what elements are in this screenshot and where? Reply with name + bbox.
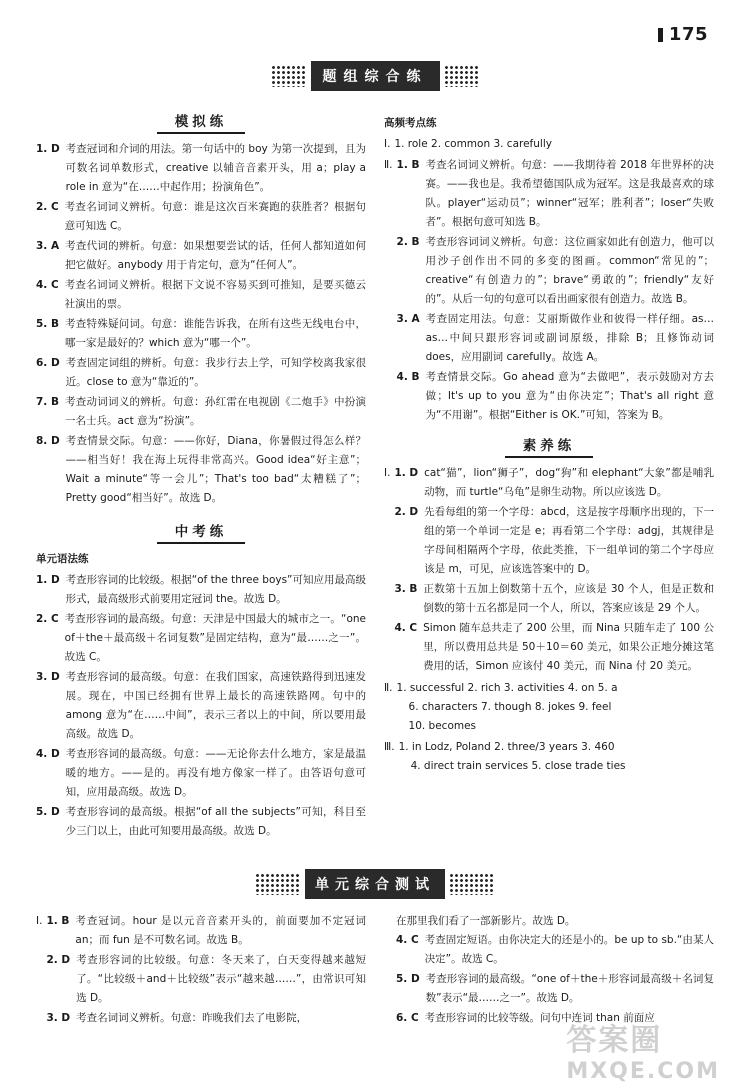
watermark-logo: 答案圈 MXQE.COM [566, 1023, 720, 1084]
roman-group-4: Ⅱ. 1. successful 2. rich 3. activities 4. on 5. a 6. characters 7. though 8. jokes 9. feel 10. becomes [384, 679, 714, 736]
answer-label: 3. A [396, 313, 420, 325]
answer-explanation: 考查形容词的比较级。根据“of the three boys”可知应用最高级形式，最高级形式前要用定冠词 the。故选 D。 [65, 574, 366, 605]
answer-item [36, 237, 366, 275]
answer-item [396, 931, 714, 969]
answer-label: 5. B [36, 318, 59, 330]
roman-group-5: Ⅲ. 1. in Lodz, Poland 2. three/3 years 3. 460 4. direct train services 5. close trade ties [384, 738, 714, 776]
banner-title: 题组综合练 [311, 61, 440, 91]
answer-item [46, 951, 366, 1008]
answer-item [36, 140, 366, 197]
answer-label: 6. D [36, 357, 60, 369]
answer-explanation: Simon 随车总共走了 200 公里，而 Nina 只随车走了 100 公里，所以费用总共是 50＋10＝60 美元，如果公正地分摊这笔费用的话，Simon 应该付 40 美元，而 Nina 付 20 美元。 [423, 622, 714, 672]
answer-explanation: 考查形容词的最高级。句意：天津是中国最大的城市之一。“one of＋the＋最高级＋名词复数”是固定结构，意为“最……之一”。故选 C。 [64, 613, 366, 663]
test-answer-list-right [384, 931, 714, 1028]
dots-decoration-icon [444, 65, 480, 87]
answer-item [36, 393, 366, 431]
answer-label: 5. D [36, 806, 60, 818]
answer-explanation: 考查固定用法。句意：艾丽斯做作业和彼得一样仔细。as…as…中间只跟形容词或副词原级，排除 B；且修饰动词 does，应用副词 carefully。故选 A。 [425, 313, 714, 363]
answer-label: 2. C [36, 201, 59, 213]
answer-label: 3. B [394, 583, 418, 595]
subheading-gaopin: 高频考点练 [384, 117, 437, 129]
answer-explanation: 考查形容词词义辨析。句意：这位画家如此有创造力，他可以用沙子创作出不同的多变的图画。common“常见的”；creative“有创造力的”；brave“勇敢的”；friendly“友好的”。从后一句的句意可以看出画家很有创造力。故选 B。 [425, 236, 714, 305]
answer-explanation: 考查形容词的最高级。句意：在我们国家，高速铁路得到迅速发展。现在，中国已经拥有世界上最长的高速铁路网。句中的 among 意为“在……中间”，表示三者以上的中间，所以要用最高级。故选 D。 [65, 671, 366, 740]
answer-explanation: 考查名词词义辨析。句意：——我期待着 2018 年世界杯的决赛。——我也是。我希望德国队成为冠军。这是我最喜欢的球队。player“运动员”；winner“冠军；胜利者”；loser“失败者”。根据句意可知选 B。 [425, 159, 714, 228]
section-heading-moni: 模拟练 [36, 112, 366, 134]
answer-label: 7. B [36, 396, 59, 408]
answer-item [36, 432, 366, 508]
answer-item [46, 1009, 366, 1028]
bottom-left-column [36, 912, 366, 1031]
dots-decoration-icon [255, 873, 301, 895]
answer-item [397, 310, 714, 367]
answer-label: 2. D [394, 506, 419, 518]
section-heading-suyang: 素养练 [384, 436, 714, 458]
answer-explanation: 考查名词词义辨析。根据下文说不容易买到可推知，是要买德云社演出的票。 [64, 279, 366, 310]
answer-item [36, 610, 366, 667]
answer-item [36, 315, 366, 353]
zhongkao-answer-list [36, 571, 366, 841]
answer-explanation: cat“猫”，lion“狮子”，dog“狗”和 elephant“大象”都是哺乳动物，而 turtle“乌龟”是卵生动物。所以应该选 D。 [424, 467, 714, 498]
dots-decoration-icon [271, 65, 307, 87]
answer-item [397, 368, 714, 425]
answer-label: 1. D [394, 467, 419, 479]
dots-decoration-icon [449, 873, 495, 895]
answer-label: 4. D [36, 748, 60, 760]
answer-item [36, 571, 366, 609]
answer-explanation: 考查形容词的最高级。根据“of all the subjects”可知，科目至少三门以上，由此可知要用最高级。故选 D。 [65, 806, 366, 837]
answer-explanation: 考查特殊疑问词。句意：谁能告诉我，在所有这些无线电台中，哪一家是最好的？which 意为“哪一个”。 [64, 318, 366, 349]
roman-group-2: Ⅱ. 1. B 考查名词词义辨析。句意：——我期待着 2018 年世界杯的决赛。——我也是。我希望德国队成为冠军。这是我最喜欢的球队。player“运动员”；winner“冠军；胜利者”；loser“失败者”。根据句意可知选 B。 2. B 考查形容词词义辨析。句意：这位画家如此有创造力，他可以用沙子创作出不同的多变的图画。common“常见的”；creative“有创造力的”；brave“勇敢的”；friendly“友好的”。从后一句的句意可以看出画家很有创造力。故选 B。 3. A 考查固定用法。句意：艾丽斯做作业和彼得一样仔细。as…as…中间只跟形容词或副词原级，排除 B；且修饰动词 does，应用副词 carefully。故选 A。 4. B 考查情景交际。Go ahead 意为“去做吧”，表示鼓励对方去做；It's up to you 意为“由你决定”；That's all right 意为“不用谢”。根据“Either is OK.”可知，答案为 B。 [384, 156, 714, 426]
answer-explanation: 正数第十五加上倒数第十五个，应该是 30 个人，但是正数和倒数的第十五名都是同一个人，所以，答案应该是 29 个人。 [423, 583, 714, 614]
answer-item [394, 580, 714, 618]
roman-group-test: Ⅰ. 1. B 考查冠词。hour 是以元音音素开头的，前面要加不定冠词 an；而 fun 是不可数名词。故选 B。 2. D 考查形容词的比较级。句意：冬天来了，白天变得越来越短了。“比较级＋and＋比较级”表示“越来越……”，由常识可知选 D。 3. D 考查名词词义辨析。句意：昨晚我们去了电影院， [36, 912, 366, 1029]
suyang-answer-list [394, 464, 714, 677]
roman-group-1: Ⅰ. 1. role 2. common 3. carefully [384, 135, 714, 154]
answer-item [397, 233, 714, 309]
answer-item [394, 619, 714, 676]
answer-line: 1. role 2. common 3. carefully [394, 138, 552, 150]
section-heading-zhongkao: 中考练 [36, 522, 366, 544]
answer-line: 4. direct train services 5. close trade ties [410, 760, 626, 772]
answer-label: 5. D [396, 973, 420, 985]
answer-explanation: 考查动词词义的辨析。句意：孙红雷在电视剧《二炮手》中扮演一名士兵。act 意为“扮演”。 [64, 396, 366, 427]
answer-explanation: 考查形容词的比较级。句意：冬天来了，白天变得越来越短了。“比较级＋and＋比较级”表示“越来越……”，由常识可知选 D。 [76, 954, 366, 1004]
answer-label: 1. B [46, 915, 70, 927]
answer-label: 1. B [396, 159, 420, 171]
answer-label: 3. D [36, 671, 60, 683]
answer-label: 3. A [36, 240, 60, 252]
answer-item [36, 276, 366, 314]
bottom-right-column [384, 912, 714, 1029]
answer-line: 1. successful 2. rich 3. activities 4. on 5. a [396, 682, 618, 694]
page-number: 175 [658, 24, 708, 45]
answer-item [394, 503, 714, 579]
answer-explanation: 考查代词的辨析。句意：如果想要尝试的话，任何人都知道如何把它做好。anybody 用于肯定句，意为“任何人”。 [65, 240, 366, 271]
answer-explanation: 考查固定短语。由你决定大的还是小的。be up to sb.“由某人决定”。故选 C。 [424, 934, 714, 965]
answer-explanation: 先看每组的第一个字母：abcd，这是按字母顺序出现的，下一组的第一个单词一定是 e；再看第二个字母：adgj，其规律是字母间相隔两个字母，依此类推，下一组单词的第二个字母应该是 m，可见，应该选答案中的 D。 [424, 506, 714, 575]
answer-lines-iii [399, 738, 714, 776]
answer-explanation: 考查形容词的比较等级。问句中连词 than 前面应 [424, 1012, 655, 1024]
answer-explanation: 考查冠词和介词的用法。第一句话中的 boy 为第一次提到，且为可数名词单数形式，creative 以辅音音素开头，用 a；play a role in 意为“在……中起作用；扮演角色”。 [65, 143, 366, 193]
answer-item [396, 970, 714, 1008]
answer-label: 4. C [36, 279, 59, 291]
answer-item [36, 354, 366, 392]
roman-group-3: Ⅰ. 1. D cat“猫”，lion“狮子”，dog“狗”和 elephant“大象”都是哺乳动物，而 turtle“乌龟”是卵生动物。所以应该选 D。 2. D 先看每组的第一个字母：abcd，这是按字母顺序出现的，下一组的第一个单词一定是 e；再看第二个字母：adgj，其规律是字母间相隔两个字母，依此类推，下一组单词的第二个字母应该是 m，可见，应该选答案中的 D。 3. B 正数第十五加上倒数第十五个，应该是 30 个人，但是正数和倒数的第十五名都是同一个人，所以，答案应该是 29 个人。 4. C Simon 随车总共走了 200 公里，而 Nina 只随车走了 100 公里，所以费用总共是 50＋10＝60 美元，如果公正地分摊这笔费用的话，Simon 应该付 40 美元，而 Nina 付 20 美元。 [384, 464, 714, 677]
answer-item [397, 156, 714, 232]
answer-label: 4. B [396, 371, 420, 383]
answer-item [46, 912, 366, 950]
answer-explanation: 考查情景交际。句意：——你好，Diana，你暑假过得怎么样？——相当好！我在海上玩得非常高兴。Good idea“好主意”；Wait a minute“等一会儿”；That's too bad“太糟糕了”；Pretty good“相当好”。故选 D。 [65, 435, 366, 504]
page-marker-icon [658, 28, 663, 42]
left-column [36, 112, 366, 842]
banner-title: 单元综合测试 [305, 869, 445, 899]
answer-label: 2. B [396, 236, 420, 248]
test-answer-list-left [46, 912, 366, 1029]
answer-item [394, 464, 714, 502]
answer-label: 4. C [394, 622, 418, 634]
answer-label: 6. C [396, 1012, 419, 1024]
right-column [384, 112, 714, 778]
answer-label: 2. C [36, 613, 59, 625]
answer-label: 1. D [36, 143, 60, 155]
section-banner-top [260, 62, 490, 90]
answer-item [36, 198, 366, 236]
answer-explanation: 考查名词词义辨析。句意：谁是这次百米赛跑的获胜者？根据句意可知选 C。 [64, 201, 366, 232]
answer-explanation: 考查名词词义辨析。句意：昨晚我们去了电影院， [76, 1012, 308, 1024]
answer-label: 3. D [46, 1012, 71, 1024]
answer-item [36, 803, 366, 841]
answer-item [36, 668, 366, 744]
answer-explanation: 考查情景交际。Go ahead 意为“去做吧”，表示鼓励对方去做；It's up to you 意为“由你决定”；That's all right 意为“不用谢”。根据“Either is OK.”可知，答案为 B。 [425, 371, 714, 421]
answer-line: 6. characters 7. though 8. jokes 9. feel [408, 701, 612, 713]
answer-lines-ii [397, 679, 714, 736]
answer-label: 2. D [46, 954, 71, 966]
answer-line: 1. in Lodz, Poland 2. three/3 years 3. 460 [398, 741, 615, 753]
moni-answer-list [36, 140, 366, 508]
answer-label: 1. D [36, 574, 60, 586]
answer-label: 8. D [36, 435, 60, 447]
answer-explanation: 考查固定词组的辨析。句意：我步行去上学，可知学校离我家很近。close to 意为“靠近的”。 [65, 357, 366, 388]
gaopin-answer-list [397, 156, 714, 426]
subheading-grammar: 单元语法练 [36, 553, 89, 565]
answer-explanation: 考查形容词的最高级。句意：——无论你去什么地方，家是最温暖的地方。——是的。再没有地方像家一样了。由答语句意可知，应用最高级。故选 D。 [65, 748, 366, 798]
answer-label: 4. C [396, 934, 419, 946]
answer-line: 10. becomes [408, 720, 477, 732]
answer-item [36, 745, 366, 802]
answer-explanation: 考查冠词。hour 是以元音音素开头的，前面要加不定冠词 an；而 fun 是不可数名词。故选 B。 [75, 915, 366, 946]
continued-text: 在那里我们看了一部新影片。故选 D。 [396, 915, 576, 927]
answer-explanation: 考查形容词的最高级。“one of＋the＋形容词最高级＋名词复数”表示“最……之一”。故选 D。 [425, 973, 714, 1004]
section-banner-bottom [238, 870, 512, 898]
